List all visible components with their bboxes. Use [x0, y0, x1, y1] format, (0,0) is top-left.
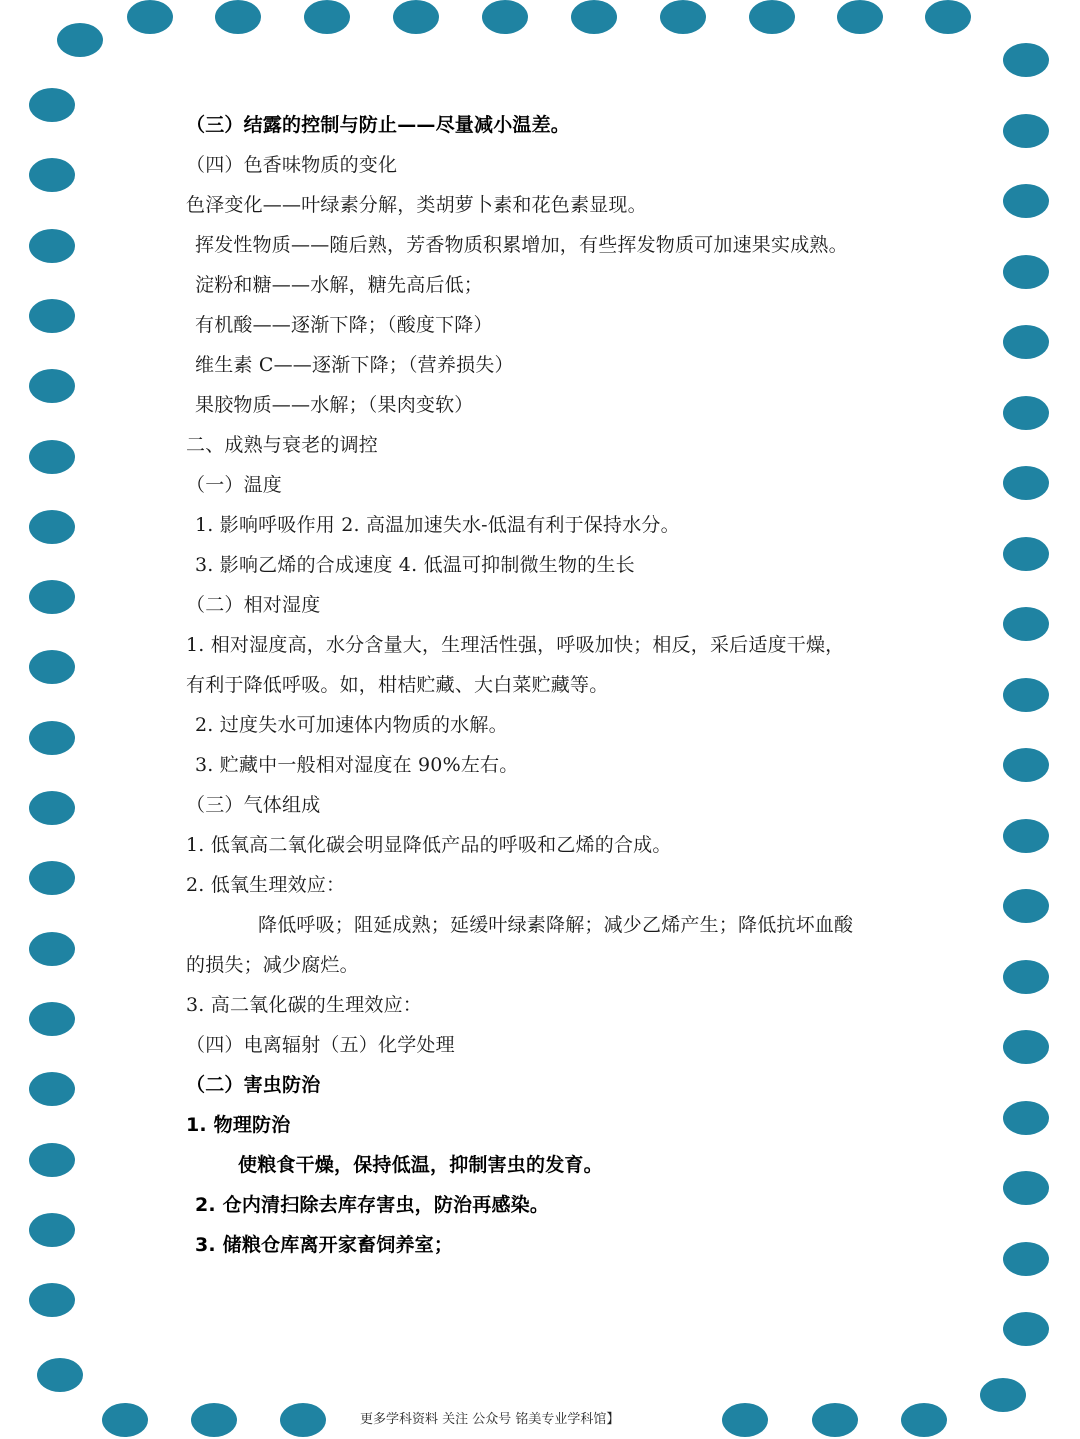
text-physical-control: 1. 物理防治	[186, 1114, 291, 1136]
text-humidity-1b: 有利于降低呼吸。如，柑桔贮藏、大白菜贮藏等。	[186, 674, 609, 696]
heading-relative-humidity: （二）相对湿度	[186, 594, 321, 616]
heading-condensation-control: （三）结露的控制与防止——尽量减小温差。	[186, 114, 571, 136]
text-temperature-3-4: 3. 影响乙烯的合成速度 4. 低温可抑制微生物的生长	[195, 554, 635, 576]
text-organic-acid: 有机酸——逐渐下降；（酸度下降）	[195, 314, 493, 336]
text-humidity-1a: 1. 相对湿度高，水分含量大，生理活性强，呼吸加快；相反，采后适度干燥，	[186, 634, 845, 656]
heading-radiation-chemical: （四）电离辐射（五）化学处理	[186, 1034, 455, 1056]
footer-watermark: 更多学科资料 关注 公众号 铭美专业学科馆】	[360, 1412, 620, 1427]
heading-temperature: （一）温度	[186, 474, 283, 496]
heading-pest-control: （二）害虫防治	[186, 1074, 321, 1096]
text-low-oxygen-effects-a: 降低呼吸；阻延成熟；延缓叶绿素降解；减少乙烯产生；降低抗坏血酸	[258, 914, 854, 936]
text-temperature-1-2: 1. 影响呼吸作用 2. 高温加速失水-低温有利于保持水分。	[195, 514, 680, 536]
text-pectin: 果胶物质——水解；（果肉变软）	[195, 394, 474, 416]
heading-ripening-regulation: 二、成熟与衰老的调控	[186, 434, 379, 456]
text-humidity-2: 2. 过度失水可加速体内物质的水解。	[195, 714, 508, 736]
text-storage-away: 3. 储粮仓库离开家畜饲养室；	[195, 1234, 454, 1256]
text-low-oxygen-effects-b: 的损失；减少腐烂。	[186, 954, 359, 976]
heading-color-aroma-taste: （四）色香味物质的变化	[186, 154, 398, 176]
text-gas-3: 3. 高二氧化碳的生理效应：	[186, 994, 422, 1016]
text-color-change: 色泽变化——叶绿素分解，类胡萝卜素和花色素显现。	[186, 194, 647, 216]
text-humidity-3: 3. 贮藏中一般相对湿度在 90%左右。	[195, 754, 519, 776]
heading-gas-composition: （三）气体组成	[186, 794, 321, 816]
text-starch-sugar: 淀粉和糖——水解，糖先高后低；	[195, 274, 484, 296]
text-volatile-substances: 挥发性物质——随后熟，芳香物质积累增加，有些挥发物质可加速果实成熟。	[195, 234, 848, 256]
text-gas-2: 2. 低氧生理效应：	[186, 874, 346, 896]
text-dry-low-temp: 使粮食干燥，保持低温，抑制害虫的发育。	[238, 1154, 603, 1176]
text-gas-1: 1. 低氧高二氧化碳会明显降低产品的呼吸和乙烯的合成。	[186, 834, 672, 856]
text-vitamin-c: 维生素 C——逐渐下降；（营养损失）	[195, 354, 514, 376]
text-clean-storage: 2. 仓内清扫除去库存害虫，防治再感染。	[195, 1194, 550, 1216]
